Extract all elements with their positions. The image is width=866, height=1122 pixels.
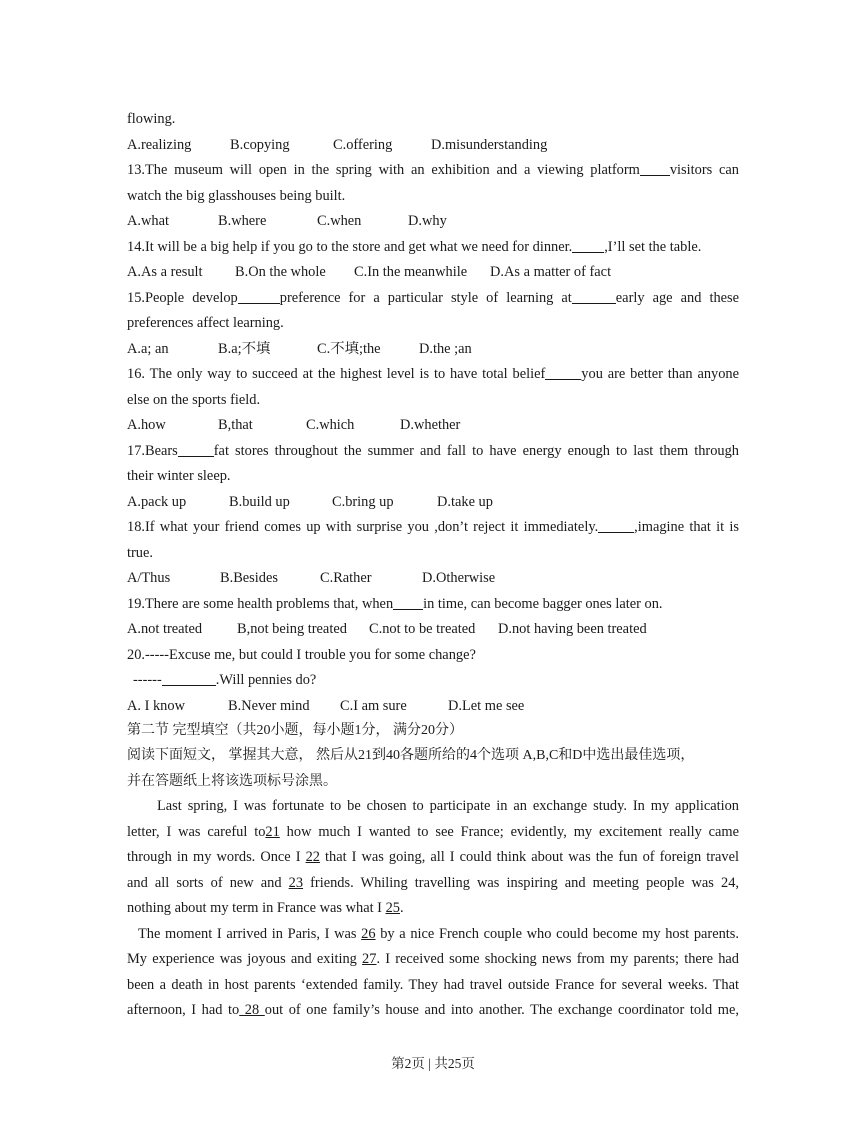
- question-13-cont: [127, 184, 739, 210]
- text: afternoon, I had to: [127, 1002, 240, 1018]
- answer-blank: [572, 288, 616, 304]
- option-c: C.which: [306, 417, 355, 433]
- option-d: D.Otherwise: [422, 570, 496, 586]
- answer-blank: [572, 237, 604, 253]
- blank-number: 22: [305, 849, 320, 865]
- question-17: [127, 439, 739, 465]
- text: ,I’ll set the table.: [604, 238, 702, 255]
- option-d: D.why: [408, 213, 447, 229]
- text: 15.People develop: [127, 289, 238, 306]
- option-a: A.what: [127, 213, 169, 229]
- question-18-cont: [127, 541, 739, 567]
- option-c: C.not to be treated: [369, 621, 476, 637]
- text: in time, can become bagger ones later on.: [423, 595, 663, 612]
- option-c: C.不填;the: [317, 340, 381, 357]
- option-a: A/Thus: [127, 570, 171, 586]
- question-18: [127, 515, 739, 541]
- text: letter, I was careful to: [127, 823, 266, 840]
- option-d: D.Let me see: [448, 697, 525, 714]
- option-a: A. I know: [127, 697, 185, 714]
- option-b: B.Besides: [220, 570, 278, 586]
- text: preferences affect learning.: [127, 315, 284, 331]
- passage-line: [127, 922, 739, 948]
- document-page: [127, 107, 739, 1024]
- text: 并在答题纸上将该选项标号涂黑。: [127, 773, 337, 789]
- option-c: C.In the meanwhile: [354, 264, 468, 280]
- option-d: D.misunderstanding: [431, 136, 548, 153]
- text: by a nice French couple who could become my host parents.: [375, 925, 740, 942]
- text-line: [127, 107, 739, 133]
- blank-number: 28: [239, 1002, 265, 1018]
- question-16-cont: [127, 388, 739, 414]
- option-c: C.offering: [333, 136, 393, 153]
- passage-line: [127, 845, 739, 871]
- options-q15: [127, 337, 739, 363]
- text: Last spring, I was fortunate to be chosen to participate in an exchange study. In my application: [157, 798, 739, 814]
- options-q20: [127, 694, 739, 720]
- options-q18: [127, 566, 739, 592]
- passage-line: [127, 794, 739, 820]
- passage-line: [127, 947, 739, 973]
- text: through in my words. Once I: [127, 849, 306, 865]
- text: else on the sports field.: [127, 391, 261, 408]
- text: 17.Bears: [127, 442, 178, 459]
- answer-blank: [238, 288, 280, 304]
- question-13: [127, 158, 739, 184]
- section-heading: [127, 719, 739, 743]
- question-15: [127, 286, 739, 312]
- text: their winter sleep.: [127, 468, 231, 484]
- options-q12: [127, 133, 739, 159]
- option-a: A.realizing: [127, 136, 192, 153]
- passage-line: [127, 896, 739, 922]
- question-20-reply: [127, 668, 739, 694]
- option-c: C.Rather: [320, 570, 372, 586]
- option-d: D.the ;an: [419, 340, 472, 357]
- text: early age and these: [615, 289, 740, 306]
- passage-line: [127, 820, 739, 846]
- question-14: [127, 235, 739, 261]
- option-b: B,that: [218, 417, 253, 433]
- option-b: B.Never mind: [228, 697, 310, 714]
- text: 第二节 完型填空（共20小题，每小题1分， 满分20分）: [127, 723, 463, 738]
- option-a: A.not treated: [127, 621, 203, 637]
- option-c: C.bring up: [332, 493, 394, 510]
- text: been a death in host parents ‘extended family. They had travel outside France for several weeks. That: [127, 976, 739, 993]
- options-q17: [127, 490, 739, 516]
- text: out of one family’s house and into another. The exchange coordinator told me,: [264, 1002, 739, 1018]
- blank-number: 23: [288, 874, 304, 891]
- option-c: C.I am sure: [340, 697, 407, 714]
- answer-blank: [598, 517, 634, 533]
- text: visitors can: [669, 162, 739, 178]
- option-b: B.copying: [230, 136, 290, 153]
- answer-blank: [178, 441, 214, 457]
- answer-blank: [545, 364, 581, 380]
- option-a: A.how: [127, 417, 166, 433]
- option-b: B.On the whole: [235, 264, 326, 280]
- passage-line: [127, 973, 739, 999]
- question-19: [127, 592, 739, 618]
- answer-blank: [640, 160, 670, 176]
- text: 阅读下面短文， 掌握其大意， 然后从21到40各题所给的4个选项 A,B,C和D中选出最佳选项，: [127, 748, 695, 763]
- question-16: [127, 362, 739, 388]
- question-17-cont: [127, 464, 739, 490]
- option-d: D.not having been treated: [498, 621, 647, 637]
- options-q13: [127, 209, 739, 235]
- text: ,imagine that it is: [634, 519, 739, 535]
- option-c: C.when: [317, 213, 362, 229]
- text: .: [399, 900, 404, 916]
- text: friends. Whiling travelling was inspiring and meeting people was 24,: [303, 874, 739, 891]
- text: 14.It will be a big help if you go to the store and get what we need for dinner.: [127, 238, 573, 255]
- text: .Will pennies do?: [215, 672, 317, 688]
- question-20: [127, 643, 739, 669]
- option-a: A.As a result: [127, 264, 203, 280]
- option-b: B.a;不填: [218, 340, 271, 357]
- text: flowing.: [127, 111, 176, 127]
- text: The moment I arrived in Paris, I was: [138, 925, 362, 942]
- option-d: D.take up: [437, 493, 493, 510]
- option-a: A.a; an: [127, 340, 169, 357]
- instructions: [127, 743, 739, 769]
- text: 13.The museum will open in the spring with an exhibition and a viewing platform: [127, 162, 640, 178]
- text: 16. The only way to succeed at the highest level is to have total belief: [127, 366, 546, 382]
- text: nothing about my term in France was what I: [127, 900, 386, 916]
- question-15-cont: [127, 311, 739, 337]
- passage-line: [127, 998, 739, 1024]
- text: 20.-----Excuse me, but could I trouble you for some change?: [127, 646, 476, 663]
- option-d: D.whether: [400, 417, 461, 433]
- option-a: A.pack up: [127, 493, 187, 510]
- blank-number: 26: [361, 925, 376, 942]
- options-q14: [127, 260, 739, 286]
- page-footer: 第2页 | 共25页: [391, 1056, 475, 1071]
- blank-number: 27: [362, 951, 377, 967]
- text: how much I wanted to see France; evidently, my excitement really came: [279, 823, 739, 840]
- answer-blank: [393, 594, 423, 610]
- text: . I received some shocking news from my parents; there had: [376, 951, 739, 967]
- text: watch the big glasshouses being built.: [127, 187, 346, 204]
- option-b: B,not being treated: [237, 621, 347, 637]
- text: fat stores throughout the summer and fall to have energy enough to last them through: [213, 442, 739, 459]
- text: that I was going, all I could think about was the fun of foreign travel: [319, 849, 739, 865]
- option-b: B.where: [218, 213, 267, 229]
- text: 19.There are some health problems that, when: [127, 595, 394, 612]
- options-q16: [127, 413, 739, 439]
- answer-blank: [162, 670, 216, 686]
- text: My experience was joyous and exiting: [127, 951, 363, 967]
- text: you are better than anyone: [581, 366, 739, 382]
- passage-line: [127, 871, 739, 897]
- option-d: D.As a matter of fact: [490, 264, 612, 280]
- option-b: B.build up: [229, 493, 290, 510]
- text: preference for a particular style of learning at: [279, 289, 572, 306]
- text: true.: [127, 544, 153, 561]
- blank-number: 21: [265, 823, 280, 840]
- text: 18.If what your friend comes up with surprise you ,don’t reject it immediately.: [127, 519, 599, 535]
- text: ------: [133, 672, 162, 688]
- instructions-cont: [127, 769, 739, 795]
- options-q19: [127, 617, 739, 643]
- text: and all sorts of new and: [127, 874, 289, 891]
- blank-number: 25: [385, 900, 400, 916]
